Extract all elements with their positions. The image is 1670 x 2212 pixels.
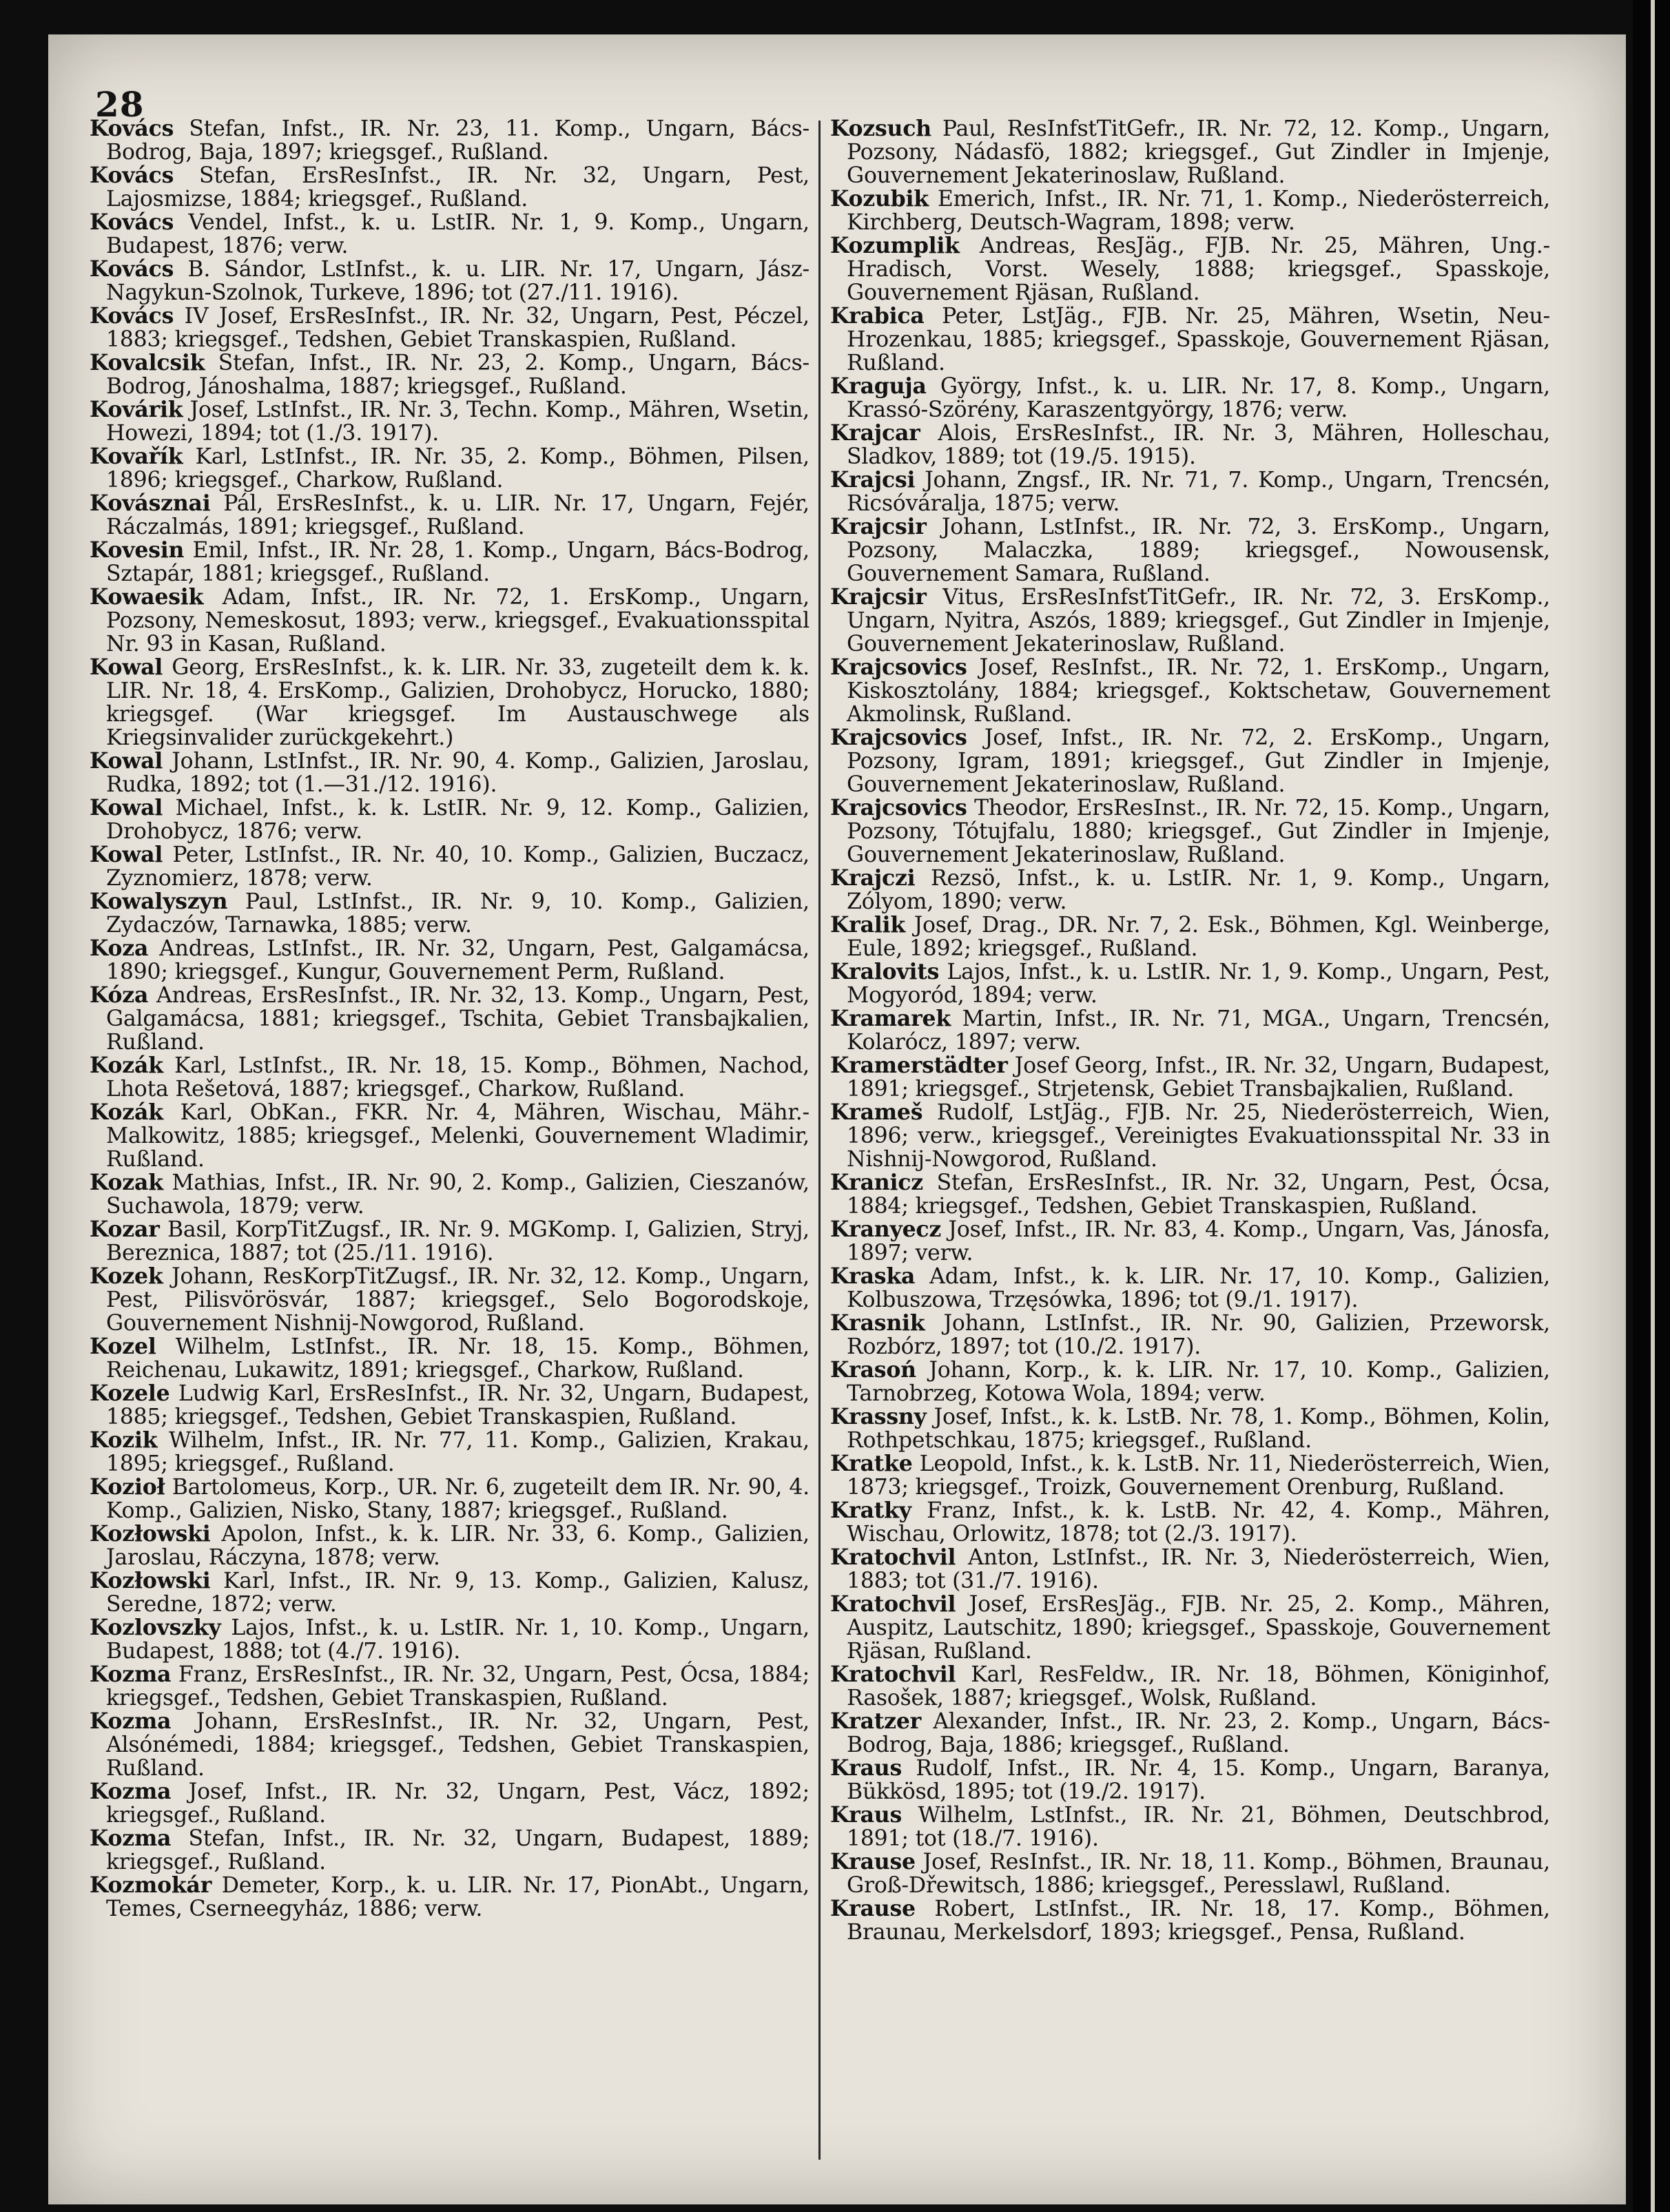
- entry-surname: Kozumplik: [830, 233, 960, 258]
- entry-details: IV Josef, ErsResInfst., IR. Nr. 32, Ungarn, Pest, Péczel, 1883; kriegsgef., Tedshen, Gebiet Transkaspien, Rußland.: [106, 304, 810, 352]
- entry-surname: Kralovits: [830, 959, 940, 984]
- entry-details: Rudolf, LstJäg., FJB. Nr. 25, Niederösterreich, Wien, 1896; verw., kriegsgef., Vereinigtes Evakuationsspital Nr. 33 in Nishnij-Nowgorod, Rußland.: [847, 1100, 1550, 1172]
- entry-surname: Kozák: [90, 1099, 163, 1125]
- entry-surname: Krasoń: [830, 1357, 916, 1383]
- list-entry: [90, 351, 810, 398]
- list-entry: [90, 445, 810, 492]
- entry-surname: Kozel: [90, 1334, 156, 1359]
- list-entry: [830, 1452, 1550, 1499]
- list-entry: [90, 117, 810, 164]
- list-entry: [90, 492, 810, 539]
- entry-details: Wilhelm, LstInfst., IR. Nr. 18, 15. Komp., Böhmen, Reichenau, Lukawitz, 1891; kriegsgef., Charkow, Rußland.: [106, 1334, 810, 1383]
- entry-surname: Krajcsovics: [830, 725, 967, 750]
- entry-surname: Krajczi: [830, 865, 916, 891]
- entry-surname: Krause: [830, 1849, 916, 1874]
- entry-surname: Kozsuch: [830, 116, 931, 141]
- entry-details: Vendel, Infst., k. u. LstIR. Nr. 1, 9. Komp., Ungarn, Budapest, 1876; verw.: [106, 210, 810, 258]
- entry-surname: Krajcar: [830, 420, 920, 446]
- entry-surname: Kraus: [830, 1802, 903, 1828]
- entry-surname: Krajcsovics: [830, 654, 967, 680]
- entry-surname: Kratky: [830, 1498, 911, 1523]
- entry-surname: Kozek: [90, 1263, 163, 1289]
- entry-surname: Kraus: [830, 1755, 903, 1781]
- entry-details: Emil, Infst., IR. Nr. 28, 1. Komp., Ungarn, Bács-Bodrog, Sztapár, 1881; kriegsgef., Rußland.: [106, 538, 810, 586]
- list-entry: [90, 1335, 810, 1382]
- entry-surname: Krabica: [830, 303, 925, 329]
- entry-surname: Kratochvil: [830, 1591, 956, 1617]
- entry-surname: Kovásznai: [90, 490, 211, 516]
- entry-surname: Kozák: [90, 1053, 163, 1078]
- entry-details: Karl, ObKan., FKR. Nr. 4, Mähren, Wischau, Mähr.-Malkowitz, 1885; kriegsgef., Melenki, Gouvernement Wladimir, Rußland.: [106, 1100, 810, 1172]
- entry-details: Stefan, Infst., IR. Nr. 32, Ungarn, Budapest, 1889; kriegsgef., Rußland.: [106, 1826, 810, 1874]
- entry-details: Demeter, Korp., k. u. LIR. Nr. 17, PionAbt., Ungarn, Temes, Cserneegyház, 1886; verw.: [106, 1873, 810, 1921]
- entry-details: Wilhelm, LstInfst., IR. Nr. 21, Böhmen, Deutschbrod, 1891; tot (18./7. 1916).: [847, 1803, 1550, 1851]
- document-page: [48, 34, 1626, 2204]
- entry-surname: Kozma: [90, 1826, 172, 1851]
- list-entry: [90, 1429, 810, 1476]
- entry-surname: Kovács: [90, 116, 174, 141]
- entry-surname: Krasnik: [830, 1310, 925, 1336]
- entry-surname: Kozioł: [90, 1474, 165, 1500]
- entry-details: Peter, LstJäg., FJB. Nr. 25, Mähren, Wsetin, Neu-Hrozenkau, 1885; kriegsgef., Spasskoje, Gouvernement Rjäsan, Rußland.: [847, 304, 1550, 375]
- entry-surname: Kovács: [90, 209, 174, 235]
- list-entry: [90, 539, 810, 586]
- entry-surname: Kratochvil: [830, 1662, 956, 1687]
- entry-surname: Kozma: [90, 1708, 172, 1734]
- list-entry: [90, 1218, 810, 1265]
- scan-edge-strip: [1651, 0, 1655, 2212]
- entry-details: Stefan, Infst., IR. Nr. 23, 2. Komp., Ungarn, Bács-Bodrog, Jánoshalma, 1887; kriegsgef., Rußland.: [106, 351, 810, 399]
- entry-details: Josef, Infst., IR. Nr. 83, 4. Komp., Ungarn, Vas, Jánosfa, 1897; verw.: [847, 1217, 1550, 1265]
- entry-surname: Kozar: [90, 1217, 160, 1242]
- entry-details: Karl, LstInfst., IR. Nr. 35, 2. Komp., Böhmen, Pilsen, 1896; kriegsgef., Charkow, Rußland.: [106, 444, 810, 493]
- entry-surname: Kozlovszky: [90, 1615, 221, 1640]
- entry-details: Karl, ResFeldw., IR. Nr. 18, Böhmen, Königinhof, Rasošek, 1887; kriegsgef., Wolsk, Rußland.: [847, 1662, 1550, 1710]
- list-entry: [90, 258, 810, 304]
- entry-surname: Krajcsir: [830, 584, 927, 610]
- list-entry: [830, 586, 1550, 656]
- entry-details: Franz, ErsResInfst., IR. Nr. 32, Ungarn, Pest, Ócsa, 1884; kriegsgef., Tedshen, Gebiet Transkaspien, Rußland.: [106, 1662, 810, 1710]
- list-entry: [90, 750, 810, 796]
- list-entry: [830, 1546, 1550, 1593]
- entry-surname: Kozele: [90, 1381, 170, 1406]
- entry-details: Theodor, ErsResInst., IR. Nr. 72, 15. Komp., Ungarn, Pozsony, Tótujfalu, 1880; kriegsgef., Gut Zindler in Imjenje, Gouvernement Jekaterinoslaw, Rußland.: [847, 796, 1550, 867]
- entry-surname: Kraguja: [830, 373, 927, 399]
- entry-surname: Kramerstädter: [830, 1053, 1008, 1078]
- entry-details: Andreas, ResJäg., FJB. Nr. 25, Mähren, Ung.-Hradisch, Vorst. Wesely, 1888; kriegsgef., Spasskoje, Gouvernement Rjäsan, Rußland.: [847, 234, 1550, 305]
- entry-details: Rezsö, Infst., k. u. LstIR. Nr. 1, 9. Komp., Ungarn, Zólyom, 1890; verw.: [847, 866, 1550, 914]
- entry-details: Josef, Infst., k. k. LstB. Nr. 78, 1. Komp., Böhmen, Kolin, Rothpetschkau, 1875; kriegsgef., Rußland.: [847, 1405, 1550, 1453]
- entry-surname: Kozak: [90, 1170, 163, 1195]
- entry-surname: Kovárik: [90, 397, 183, 422]
- list-entry: [90, 1569, 810, 1616]
- entry-details: Josef, ResInfst., IR. Nr. 72, 1. ErsKomp., Ungarn, Kiskosztolány, 1884; kriegsgef., Koktschetaw, Gouvernement Akmolinsk, Rußland.: [847, 655, 1550, 727]
- entry-surname: Kozik: [90, 1427, 158, 1453]
- entry-surname: Kowal: [90, 842, 163, 867]
- entry-surname: Kranyecz: [830, 1217, 942, 1242]
- list-entry: [830, 1101, 1550, 1171]
- entry-details: Robert, LstInfst., IR. Nr. 18, 17. Komp., Böhmen, Braunau, Merkelsdorf, 1893; kriegsgef., Pensa, Rußland.: [847, 1896, 1550, 1945]
- entry-surname: Kratzer: [830, 1708, 922, 1734]
- list-entry: [830, 375, 1550, 422]
- entry-surname: Krassny: [830, 1404, 927, 1429]
- entry-surname: Kraska: [830, 1263, 916, 1289]
- entry-details: Stefan, ErsResInfst., IR. Nr. 32, Ungarn, Pest, Ócsa, 1884; kriegsgef., Tedshen, Gebiet Transkaspien, Rußland.: [847, 1170, 1550, 1219]
- entry-details: Josef, ResInfst., IR. Nr. 18, 11. Komp., Böhmen, Braunau, Groß-Dřewitsch, 1886; kriegsgef., Peresslawl, Rußland.: [847, 1850, 1550, 1898]
- entry-surname: Kovács: [90, 303, 174, 329]
- entry-details: Georg, ErsResInfst., k. k. LIR. Nr. 33, zugeteilt dem k. k. LIR. Nr. 18, 4. ErsKomp., Galizien, Drohobycz, Horucko, 1880; kriegsgef. (War kriegsgef. Im Austauschwege als Kriegsinvalider zurückgekehrt.): [106, 655, 810, 750]
- left-column: [90, 117, 810, 1921]
- list-entry: [90, 890, 810, 937]
- list-entry: [90, 586, 810, 656]
- list-entry: [830, 1265, 1550, 1312]
- entry-details: Rudolf, Infst., IR. Nr. 4, 15. Komp., Ungarn, Baranya, Bükkösd, 1895; tot (19./2. 1917).: [847, 1756, 1550, 1804]
- list-entry: [90, 398, 810, 445]
- entry-surname: Kratochvil: [830, 1544, 956, 1570]
- list-entry: [830, 304, 1550, 375]
- entry-details: Alois, ErsResInfst., IR. Nr. 3, Mähren, Holleschau, Sladkov, 1889; tot (19./5. 1915).: [847, 421, 1550, 469]
- entry-details: Lajos, Infst., k. u. LstIR. Nr. 1, 9. Komp., Ungarn, Pest, Mogyoród, 1894; verw.: [847, 960, 1550, 1008]
- list-entry: [90, 1874, 810, 1921]
- entry-surname: Kramarek: [830, 1006, 951, 1031]
- list-entry: [830, 234, 1550, 304]
- entry-surname: Kranicz: [830, 1170, 923, 1195]
- entry-surname: Krajcsir: [830, 514, 927, 539]
- entry-surname: Kowal: [90, 748, 163, 774]
- list-entry: [90, 1101, 810, 1171]
- entry-surname: Kozma: [90, 1779, 172, 1804]
- entry-details: Adam, Infst., IR. Nr. 72, 1. ErsKomp., Ungarn, Pozsony, Nemeskosut, 1893; verw., kriegsgef., Evakuationsspital Nr. 93 in Kasan, Rußland.: [106, 585, 810, 657]
- entry-surname: Kóza: [90, 982, 149, 1008]
- list-entry: [830, 1897, 1550, 1944]
- entry-details: Lajos, Infst., k. u. LstIR. Nr. 1, 10. Komp., Ungarn, Budapest, 1888; tot (4./7. 1916).: [106, 1615, 810, 1664]
- entry-details: Josef Georg, Infst., IR. Nr. 32, Ungarn, Budapest, 1891; kriegsgef., Strjetensk, Gebiet Transbajkalien, Rußland.: [847, 1053, 1550, 1102]
- entry-details: Andreas, LstInfst., IR. Nr. 32, Ungarn, Pest, Galgamácsa, 1890; kriegsgef., Kungur, Gouvernement Perm, Rußland.: [106, 936, 810, 984]
- list-entry: [830, 1218, 1550, 1265]
- entry-details: Stefan, Infst., IR. Nr. 23, 11. Komp., Ungarn, Bács-Bodrog, Baja, 1897; kriegsgef., Rußland.: [106, 116, 810, 165]
- list-entry: [90, 843, 810, 890]
- list-entry: [90, 1265, 810, 1335]
- entry-details: Johann, LstInfst., IR. Nr. 90, Galizien, Przeworsk, Rozbórz, 1897; tot (10./2. 1917).: [847, 1311, 1550, 1359]
- entry-details: Paul, LstInfst., IR. Nr. 9, 10. Komp., Galizien, Zydaczów, Tarnawka, 1885; verw.: [106, 889, 810, 938]
- list-entry: [830, 1663, 1550, 1710]
- list-entry: [830, 187, 1550, 234]
- entry-details: Johann, Korp., k. k. LIR. Nr. 17, 10. Komp., Galizien, Tarnobrzeg, Kotowa Wola, 1894; verw.: [847, 1358, 1550, 1406]
- list-entry: [90, 1522, 810, 1569]
- entry-details: Anton, LstInfst., IR. Nr. 3, Niederösterreich, Wien, 1883; tot (31./7. 1916).: [847, 1545, 1550, 1593]
- entry-surname: Kowaesik: [90, 584, 204, 610]
- list-entry: [830, 1803, 1550, 1850]
- entry-details: Pál, ErsResInfst., k. u. LIR. Nr. 17, Ungarn, Fejér, Ráczalmás, 1891; kriegsgef., Rußland.: [106, 491, 810, 539]
- entry-details: Johann, Zngsf., IR. Nr. 71, 7. Komp., Ungarn, Trencsén, Ricsóváralja, 1875; verw.: [847, 468, 1550, 516]
- entry-surname: Kozubik: [830, 186, 929, 211]
- entry-details: Paul, ResInfstTitGefr., IR. Nr. 72, 12. Komp., Ungarn, Pozsony, Nádasfö, 1882; kriegsgef., Gut Zindler in Imjenje, Gouvernement Jekaterinoslaw, Rußland.: [847, 116, 1550, 188]
- list-entry: [830, 867, 1550, 913]
- entry-surname: Krameš: [830, 1099, 923, 1125]
- list-entry: [830, 1007, 1550, 1054]
- entry-surname: Koza: [90, 936, 149, 961]
- entry-surname: Kovařík: [90, 444, 183, 469]
- entry-surname: Kowal: [90, 795, 163, 820]
- entry-details: Johann, ErsResInfst., IR. Nr. 32, Ungarn, Pest, Alsónémedi, 1884; kriegsgef., Tedshen, Gebiet Transkaspien, Rußland.: [106, 1709, 810, 1781]
- entry-details: Johann, ResKorpTitZugsf., IR. Nr. 32, 12. Komp., Ungarn, Pest, Pilisvörösvár, 1887; kriegsgef., Selo Bogorodskoje, Gouvernement Nishnij-Nowgorod, Rußland.: [106, 1264, 810, 1336]
- entry-details: György, Infst., k. u. LIR. Nr. 17, 8. Komp., Ungarn, Krassó-Szörény, Karaszentgyörgy, 1876; verw.: [847, 374, 1550, 422]
- list-entry: [830, 468, 1550, 515]
- list-entry: [90, 1827, 810, 1874]
- entry-details: Andreas, ErsResInfst., IR. Nr. 32, 13. Komp., Ungarn, Pest, Galgamácsa, 1881; kriegsgef., Tschita, Gebiet Transbajkalien, Rußland.: [106, 983, 810, 1055]
- list-entry: [830, 1499, 1550, 1546]
- list-entry: [90, 1054, 810, 1101]
- list-entry: [830, 1710, 1550, 1757]
- list-entry: [90, 796, 810, 843]
- entry-surname: Kozłowski: [90, 1521, 211, 1547]
- list-entry: [830, 515, 1550, 586]
- list-entry: [90, 1710, 810, 1780]
- list-entry: [830, 1171, 1550, 1218]
- column-divider: [818, 121, 821, 2160]
- entry-details: Peter, LstInfst., IR. Nr. 40, 10. Komp., Galizien, Buczacz, Zyznomierz, 1878; verw.: [106, 843, 810, 891]
- entry-surname: Kowalyszyn: [90, 889, 228, 914]
- entry-surname: Kozłowski: [90, 1568, 211, 1593]
- entry-surname: Kratke: [830, 1451, 913, 1476]
- list-entry: [830, 1593, 1550, 1663]
- list-entry: [90, 304, 810, 351]
- list-entry: [830, 960, 1550, 1007]
- entry-details: Josef, Drag., DR. Nr. 7, 2. Esk., Böhmen, Kgl. Weinberge, Eule, 1892; kriegsgef., Rußland.: [847, 913, 1550, 961]
- entry-details: Michael, Infst., k. k. LstIR. Nr. 9, 12. Komp., Galizien, Drohobycz, 1876; verw.: [106, 796, 810, 844]
- list-entry: [830, 796, 1550, 867]
- entry-surname: Kovalcsik: [90, 350, 205, 375]
- list-entry: [90, 1476, 810, 1522]
- right-column: [830, 117, 1550, 1944]
- entry-surname: Kovács: [90, 163, 174, 188]
- entry-details: Franz, Infst., k. k. LstB. Nr. 42, 4. Komp., Mähren, Wischau, Orlowitz, 1878; tot (2./3. 1917).: [847, 1498, 1550, 1547]
- entry-surname: Krause: [830, 1896, 916, 1921]
- list-entry: [830, 422, 1550, 468]
- entry-surname: Kovács: [90, 256, 174, 282]
- list-entry: [90, 1780, 810, 1827]
- entry-details: Mathias, Infst., IR. Nr. 90, 2. Komp., Galizien, Cieszanów, Suchawola, 1879; verw.: [106, 1170, 810, 1219]
- list-entry: [830, 913, 1550, 960]
- list-entry: [90, 1616, 810, 1663]
- list-entry: [90, 656, 810, 750]
- list-entry: [830, 1405, 1550, 1452]
- list-entry: [90, 937, 810, 984]
- entry-details: Alexander, Infst., IR. Nr. 23, 2. Komp., Ungarn, Bács-Bodrog, Baja, 1886; kriegsgef., Rußland.: [847, 1709, 1550, 1757]
- list-entry: [90, 1663, 810, 1710]
- list-entry: [830, 1312, 1550, 1358]
- entry-surname: Kovesin: [90, 537, 185, 563]
- entry-details: Emerich, Infst., IR. Nr. 71, 1. Komp., Niederösterreich, Kirchberg, Deutsch-Wagram, 1898; verw.: [847, 187, 1550, 235]
- entry-details: Leopold, Infst., k. k. LstB. Nr. 11, Niederösterreich, Wien, 1873; kriegsgef., Troizk, Gouvernement Orenburg, Rußland.: [847, 1451, 1550, 1500]
- entry-details: Vitus, ErsResInfstTitGefr., IR. Nr. 72, 3. ErsKomp., Ungarn, Nyitra, Aszós, 1889; kriegsgef., Gut Zindler in Imjenje, Gouvernement Jekaterinoslaw, Rußland.: [847, 585, 1550, 657]
- entry-details: Josef, Infst., IR. Nr. 72, 2. ErsKomp., Ungarn, Pozsony, Igram, 1891; kriegsgef., Gut Zindler in Imjenje, Gouvernement Jekaterinoslaw, Rußland.: [847, 725, 1550, 797]
- entry-surname: Kozmokár: [90, 1872, 212, 1898]
- entry-details: Johann, LstInfst., IR. Nr. 90, 4. Komp., Galizien, Jaroslau, Rudka, 1892; tot (1.—31./12. 1916).: [106, 749, 810, 797]
- entry-surname: Kozma: [90, 1662, 172, 1687]
- entry-details: Martin, Infst., IR. Nr. 71, MGA., Ungarn, Trencsén, Kolarócz, 1897; verw.: [847, 1006, 1550, 1055]
- entry-details: Basil, KorpTitZugsf., IR. Nr. 9. MGKomp. I, Galizien, Stryj, Bereznica, 1887; tot (25./11. 1916).: [106, 1217, 810, 1265]
- list-entry: [90, 984, 810, 1054]
- list-entry: [830, 1054, 1550, 1101]
- entry-details: Josef, Infst., IR. Nr. 32, Ungarn, Pest, Vácz, 1892; kriegsgef., Rußland.: [106, 1779, 810, 1828]
- entry-details: Bartolomeus, Korp., UR. Nr. 6, zugeteilt dem IR. Nr. 90, 4. Komp., Galizien, Nisko, Stany, 1887; kriegsgef., Rußland.: [106, 1475, 810, 1523]
- entry-details: Johann, LstInfst., IR. Nr. 72, 3. ErsKomp., Ungarn, Pozsony, Malaczka, 1889; kriegsgef., Nowousensk, Gouvernement Samara, Rußland.: [847, 515, 1550, 586]
- entry-details: B. Sándor, LstInfst., k. u. LIR. Nr. 17, Ungarn, Jász-Nagykun-Szolnok, Turkeve, 1896; tot (27./11. 1916).: [106, 257, 810, 305]
- entry-surname: Kowal: [90, 654, 163, 680]
- list-entry: [830, 1850, 1550, 1897]
- entry-details: Karl, LstInfst., IR. Nr. 18, 15. Komp., Böhmen, Nachod, Lhota Rešetová, 1887; kriegsgef., Charkow, Rußland.: [106, 1053, 810, 1102]
- list-entry: [90, 1382, 810, 1429]
- entry-details: Ludwig Karl, ErsResInfst., IR. Nr. 32, Ungarn, Budapest, 1885; kriegsgef., Tedshen, Gebiet Transkaspien, Rußland.: [106, 1381, 810, 1429]
- list-entry: [830, 1757, 1550, 1803]
- entry-details: Stefan, ErsResInfst., IR. Nr. 32, Ungarn, Pest, Lajosmizse, 1884; kriegsgef., Rußland.: [106, 163, 810, 211]
- list-entry: [830, 656, 1550, 726]
- entry-surname: Krajcsi: [830, 467, 916, 493]
- list-entry: [90, 211, 810, 258]
- list-entry: [830, 1358, 1550, 1405]
- entry-details: Karl, Infst., IR. Nr. 9, 13. Komp., Galizien, Kalusz, Seredne, 1872; verw.: [106, 1569, 810, 1617]
- entry-surname: Kralik: [830, 912, 905, 938]
- entry-details: Josef, ErsResJäg., FJB. Nr. 25, 2. Komp., Mähren, Auspitz, Lautschitz, 1890; kriegsgef., Spasskoje, Gouvernement Rjäsan, Rußland.: [847, 1592, 1550, 1664]
- entry-details: Wilhelm, Infst., IR. Nr. 77, 11. Komp., Galizien, Krakau, 1895; kriegsgef., Rußland.: [106, 1428, 810, 1476]
- entry-details: Adam, Infst., k. k. LIR. Nr. 17, 10. Komp., Galizien, Kolbuszowa, Trzęsówka, 1896; tot (9./1. 1917).: [847, 1264, 1550, 1312]
- list-entry: [830, 726, 1550, 796]
- entry-details: Josef, LstInfst., IR. Nr. 3, Techn. Komp., Mähren, Wsetin, Howezi, 1894; tot (1./3. 1917).: [106, 397, 810, 446]
- list-entry: [90, 1171, 810, 1218]
- entry-surname: Krajcsovics: [830, 795, 967, 820]
- list-entry: [830, 117, 1550, 187]
- page-number: 28: [95, 84, 145, 125]
- entry-details: Apolon, Infst., k. k. LIR. Nr. 33, 6. Komp., Galizien, Jaroslau, Ráczyna, 1878; verw.: [106, 1522, 810, 1570]
- list-entry: [90, 164, 810, 211]
